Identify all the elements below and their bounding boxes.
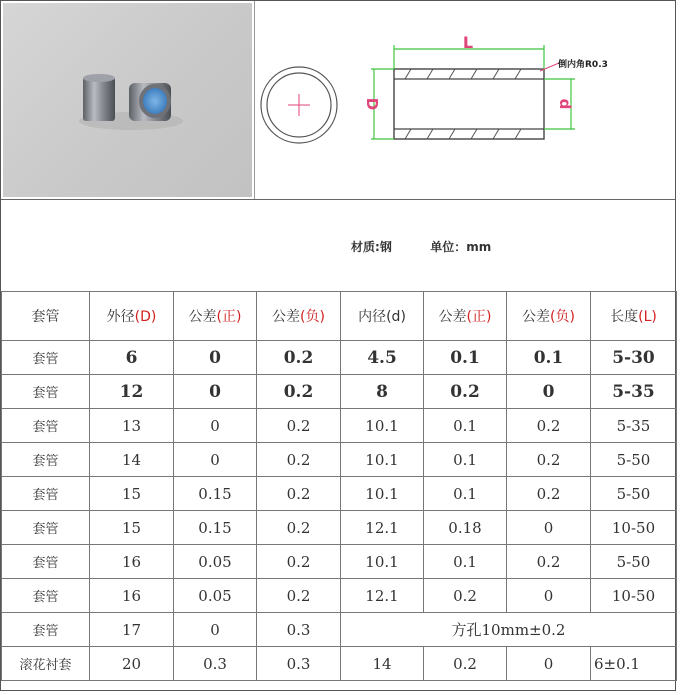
table-row xyxy=(2,579,677,613)
inner-tol-pos: 0.2 xyxy=(424,375,507,409)
unit-value: mm xyxy=(466,240,492,254)
row-name: 套管 xyxy=(2,409,90,443)
product-photo xyxy=(3,3,252,197)
outer-tol-pos: 0.05 xyxy=(174,579,257,613)
outer-diameter: 14 xyxy=(90,443,174,477)
header-cell: 公差(正) xyxy=(174,292,257,341)
table-row xyxy=(2,545,677,579)
outer-tol-neg: 0.2 xyxy=(257,477,341,511)
outer-tol-neg: 0.3 xyxy=(257,647,341,681)
table-row xyxy=(2,341,677,375)
table-row-square-hole xyxy=(2,613,677,647)
header-cell: 内径(d) xyxy=(341,292,424,341)
inner-tol-neg: 0.2 xyxy=(507,443,591,477)
inner-diameter: 4.5 xyxy=(341,341,424,375)
info-section xyxy=(1,200,675,292)
length-range: 5-50 xyxy=(591,477,677,511)
outer-diameter: 16 xyxy=(90,579,174,613)
inner-tol-neg: 0.2 xyxy=(507,477,591,511)
inner-diameter: 10.1 xyxy=(341,409,424,443)
outer-tol-neg: 0.2 xyxy=(257,341,341,375)
outer-tol-neg: 0.2 xyxy=(257,443,341,477)
material-label: 材质: xyxy=(351,240,380,254)
square-hole-note: 方孔10mm±0.2 xyxy=(341,613,677,647)
row-name: 套管 xyxy=(2,511,90,545)
outer-diameter: 13 xyxy=(90,409,174,443)
length-label: L xyxy=(462,33,474,52)
outer-tol-neg: 0.2 xyxy=(257,545,341,579)
unit-label: 单位： xyxy=(430,240,467,254)
inner-tol-neg: 0 xyxy=(507,579,591,613)
header-cell: 公差(负) xyxy=(507,292,591,341)
length-range: 5-35 xyxy=(591,375,677,409)
table-row xyxy=(2,409,677,443)
outer-diameter-label: D xyxy=(363,97,381,111)
outer-tol-neg: 0.2 xyxy=(257,511,341,545)
inner-tol-neg: 0.1 xyxy=(507,341,591,375)
material-value: 钢 xyxy=(379,240,392,254)
outer-diameter: 20 xyxy=(90,647,174,681)
product-photo-image xyxy=(3,3,252,197)
outer-diameter: 15 xyxy=(90,477,174,511)
inner-tol-pos: 0.2 xyxy=(424,579,507,613)
outer-tol-neg: 0.3 xyxy=(257,613,341,647)
length-range: 5-50 xyxy=(591,443,677,477)
spec-table xyxy=(1,291,677,681)
header-cell: 公差(负) xyxy=(257,292,341,341)
inner-tol-neg: 0 xyxy=(507,647,591,681)
top-section xyxy=(1,1,675,200)
outer-tol-pos: 0 xyxy=(174,613,257,647)
inner-diameter: 12.1 xyxy=(341,511,424,545)
outer-tol-pos: 0 xyxy=(174,341,257,375)
inner-tol-pos: 0.1 xyxy=(424,477,507,511)
info-line xyxy=(351,238,491,255)
inner-tol-pos: 0.1 xyxy=(424,545,507,579)
sleeve-drawing xyxy=(255,1,676,199)
outer-tol-pos: 0 xyxy=(174,443,257,477)
outer-tol-neg: 0.2 xyxy=(257,375,341,409)
inner-tol-pos: 0.1 xyxy=(424,409,507,443)
length-range: 6±0.1 xyxy=(591,647,677,681)
outer-tol-pos: 0 xyxy=(174,375,257,409)
row-name: 滚花衬套 xyxy=(2,647,90,681)
header-cell: 公差(正) xyxy=(424,292,507,341)
header-cell: 长度(L) xyxy=(591,292,677,341)
table-row xyxy=(2,375,677,409)
outer-tol-pos: 0 xyxy=(174,409,257,443)
inner-diameter: 10.1 xyxy=(341,477,424,511)
outer-diameter: 17 xyxy=(90,613,174,647)
table-row xyxy=(2,511,677,545)
inner-tol-pos: 0.1 xyxy=(424,443,507,477)
length-range: 5-35 xyxy=(591,409,677,443)
length-range: 5-50 xyxy=(591,545,677,579)
inner-diameter: 8 xyxy=(341,375,424,409)
inner-tol-pos: 0.1 xyxy=(424,341,507,375)
inner-tol-neg: 0.2 xyxy=(507,409,591,443)
row-name: 套管 xyxy=(2,341,90,375)
row-name: 套管 xyxy=(2,375,90,409)
inner-tol-pos: 0.2 xyxy=(424,647,507,681)
table-row-knurled xyxy=(2,647,677,681)
length-range: 10-50 xyxy=(591,579,677,613)
inner-diameter-label: d xyxy=(556,98,574,110)
inner-tol-neg: 0 xyxy=(507,511,591,545)
row-name: 套管 xyxy=(2,477,90,511)
outer-tol-pos: 0.15 xyxy=(174,511,257,545)
table-header-row xyxy=(2,292,677,341)
row-name: 套管 xyxy=(2,613,90,647)
inner-diameter: 14 xyxy=(341,647,424,681)
chamfer-leader xyxy=(540,63,559,71)
length-range: 10-50 xyxy=(591,511,677,545)
row-name: 套管 xyxy=(2,579,90,613)
technical-drawing xyxy=(254,1,676,199)
table-row xyxy=(2,477,677,511)
outer-tol-pos: 0.15 xyxy=(174,477,257,511)
row-name: 套管 xyxy=(2,545,90,579)
outer-diameter: 12 xyxy=(90,375,174,409)
length-range: 5-30 xyxy=(591,341,677,375)
inner-tol-neg: 0.2 xyxy=(507,545,591,579)
outer-tol-pos: 0.3 xyxy=(174,647,257,681)
header-cell: 套管 xyxy=(2,292,90,341)
row-name: 套管 xyxy=(2,443,90,477)
outer-tol-pos: 0.05 xyxy=(174,545,257,579)
outer-diameter: 15 xyxy=(90,511,174,545)
outer-tol-neg: 0.2 xyxy=(257,579,341,613)
inner-tol-neg: 0 xyxy=(507,375,591,409)
chamfer-note: 倒内角R0.3 xyxy=(558,60,608,70)
outer-diameter: 16 xyxy=(90,545,174,579)
header-cell: 外径(D) xyxy=(90,292,174,341)
table-row xyxy=(2,443,677,477)
inner-diameter: 10.1 xyxy=(341,443,424,477)
inner-tol-pos: 0.18 xyxy=(424,511,507,545)
inner-diameter: 10.1 xyxy=(341,545,424,579)
inner-diameter: 12.1 xyxy=(341,579,424,613)
outer-diameter: 6 xyxy=(90,341,174,375)
outer-tol-neg: 0.2 xyxy=(257,409,341,443)
